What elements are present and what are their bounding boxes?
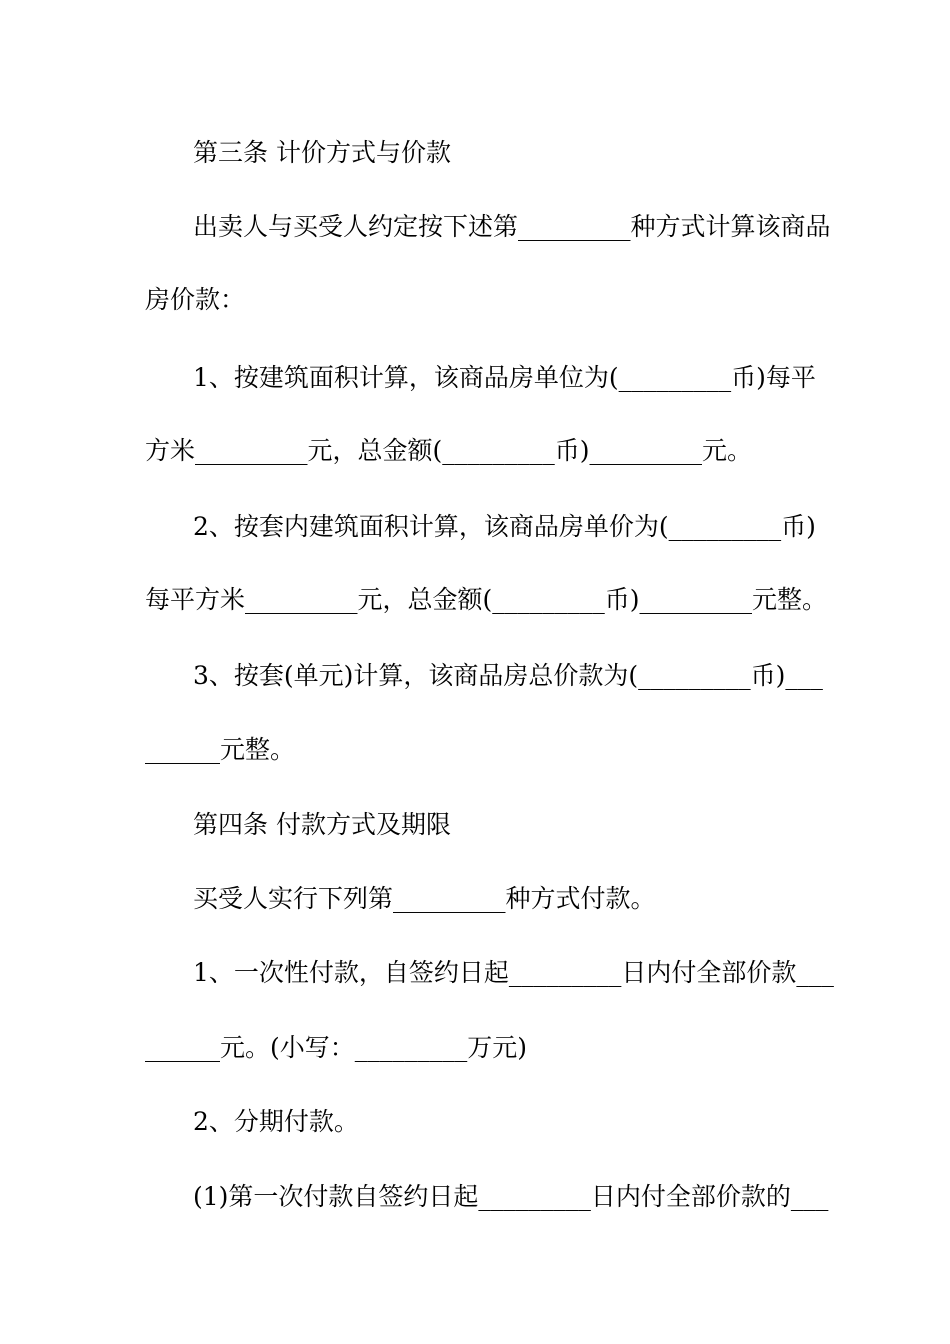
paragraph-line: 3、按套(单元)计算，该商品房总价款为(_________币)___ xyxy=(193,661,823,690)
paragraph-line: (1)第一次付款自签约日起_________日内付全部价款的___ xyxy=(193,1182,829,1211)
paragraph-line: 买受人实行下列第_________种方式付款。 xyxy=(193,884,656,913)
article-4-heading: 第四条 付款方式及期限 xyxy=(193,810,451,839)
paragraph-line: 2、分期付款。 xyxy=(193,1107,359,1136)
paragraph-line: ______元整。 xyxy=(145,735,296,764)
paragraph-line: 每平方米_________元，总金额(_________币)_________元整。 xyxy=(145,585,828,614)
paragraph-line: ______元。(小写：_________万元) xyxy=(145,1033,528,1062)
paragraph-line: 出卖人与买受人约定按下述第_________种方式计算该商品 xyxy=(193,212,831,241)
paragraph-line: 房价款： xyxy=(145,285,246,314)
paragraph-line: 1、一次性付款，自签约日起_________日内付全部价款___ xyxy=(193,958,834,987)
paragraph-line: 1、按建筑面积计算，该商品房单位为(_________币)每平 xyxy=(193,363,816,392)
article-3-heading: 第三条 计价方式与价款 xyxy=(193,138,451,167)
paragraph-line: 方米_________元，总金额(_________币)_________元。 xyxy=(145,436,753,465)
paragraph-line: 2、按套内建筑面积计算，该商品房单价为(_________币) xyxy=(193,512,816,541)
